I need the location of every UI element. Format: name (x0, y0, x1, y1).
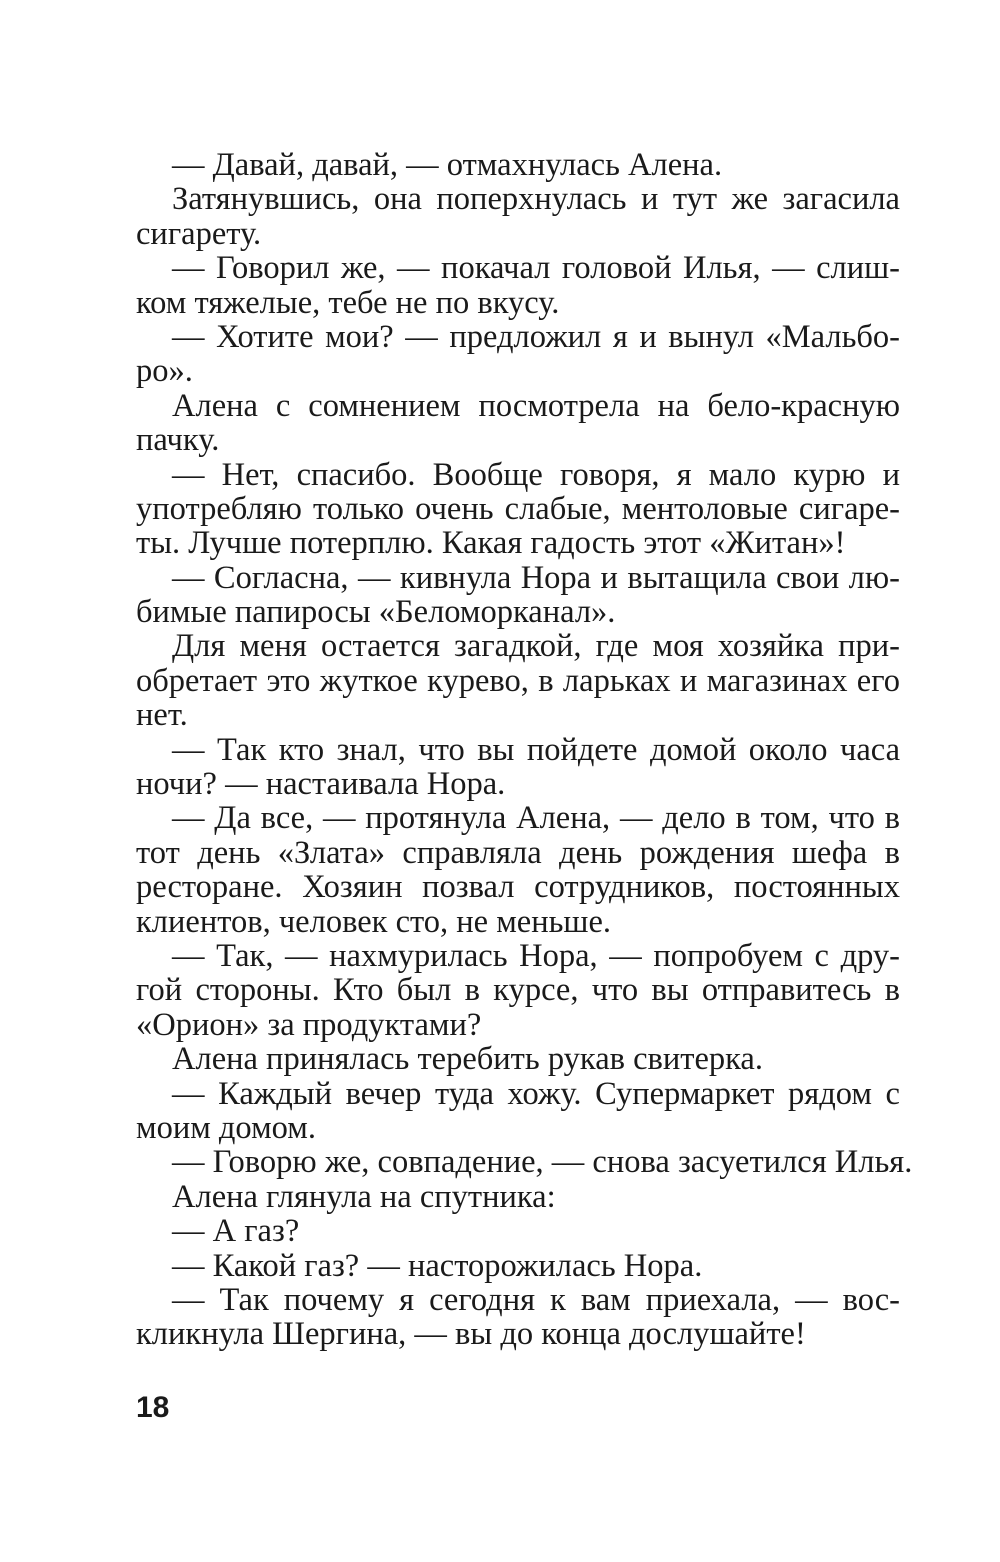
text-line: — Хотите мои? — предложил я и вынул «Мальбо- (172, 318, 900, 355)
text-line: Затянувшись, она поперхнулась и тут же загасила (172, 181, 900, 218)
text-line: гой стороны. Кто был в курсе, что вы отправитесь в (136, 972, 900, 1009)
text-line: — Так кто знал, что вы пойдете домой около часа (172, 731, 900, 768)
text-line: бимые папиросы «Беломорканал». (136, 594, 616, 631)
text-line: обретает это жуткое курево, в ларьках и магазинах его (136, 662, 900, 699)
text-line: моим домом. (136, 1109, 316, 1146)
text-line: — Говорил же, — покачал головой Илья, — слиш- (172, 250, 900, 287)
text-line: «Орион» за продуктами? (136, 1006, 482, 1043)
text-line: ро». (136, 353, 193, 390)
text-line: ресторане. Хозяин позвал сотрудников, постоянных (136, 869, 900, 906)
text-line: — Какой газ? — насторожилась Нора. (172, 1247, 703, 1284)
text-line: Алена с сомнением посмотрела на бело-красную (172, 387, 900, 424)
text-line: — Нет, спасибо. Вообще говоря, я мало курю и (172, 456, 900, 493)
text-line: тот день «Злата» справляла день рождения шефа в (136, 834, 900, 871)
text-line: кликнула Шергина, — вы до конца дослушайте! (136, 1316, 806, 1353)
text-line: пачку. (136, 422, 220, 459)
text-line: нет. (136, 697, 188, 734)
text-line: — Согласна, — кивнула Нора и вытащила свои лю- (172, 559, 900, 596)
text-line: Алена принялась теребить рукав свитерка. (172, 1041, 763, 1078)
text-line: ночи? — настаивала Нора. (136, 766, 506, 803)
text-line: — Так, — нахмурилась Нора, — попробуем с дру- (172, 937, 900, 974)
text-line: — Каждый вечер туда хожу. Супермаркет рядом с (172, 1075, 900, 1112)
page-body-text (136, 147, 913, 1353)
text-line: Для меня остается загадкой, где моя хозяйка при- (172, 628, 900, 665)
text-line: клиентов, человек сто, не меньше. (136, 903, 611, 940)
text-line: — Давай, давай, — отмахнулась Алена. (172, 147, 723, 183)
text-line: — Так почему я сегодня к вам приехала, — вос- (172, 1281, 900, 1318)
text-line: — А газ? (172, 1213, 300, 1250)
text-line: Алена глянула на спутника: (172, 1178, 556, 1215)
text-line: — Говорю же, совпадение, — снова засуетился Илья. (172, 1144, 913, 1181)
text-line: употребляю только очень слабые, ментоловые сигаре- (136, 490, 900, 527)
text-line: ты. Лучше потерплю. Какая гадость этот «Житан»! (136, 525, 846, 562)
page-number: 18 (136, 1391, 170, 1424)
text-line: сигарету. (136, 215, 262, 252)
text-line: — Да все, — протянула Алена, — дело в том, что в (172, 800, 900, 837)
text-line: ком тяжелые, тебе не по вкусу. (136, 284, 560, 321)
